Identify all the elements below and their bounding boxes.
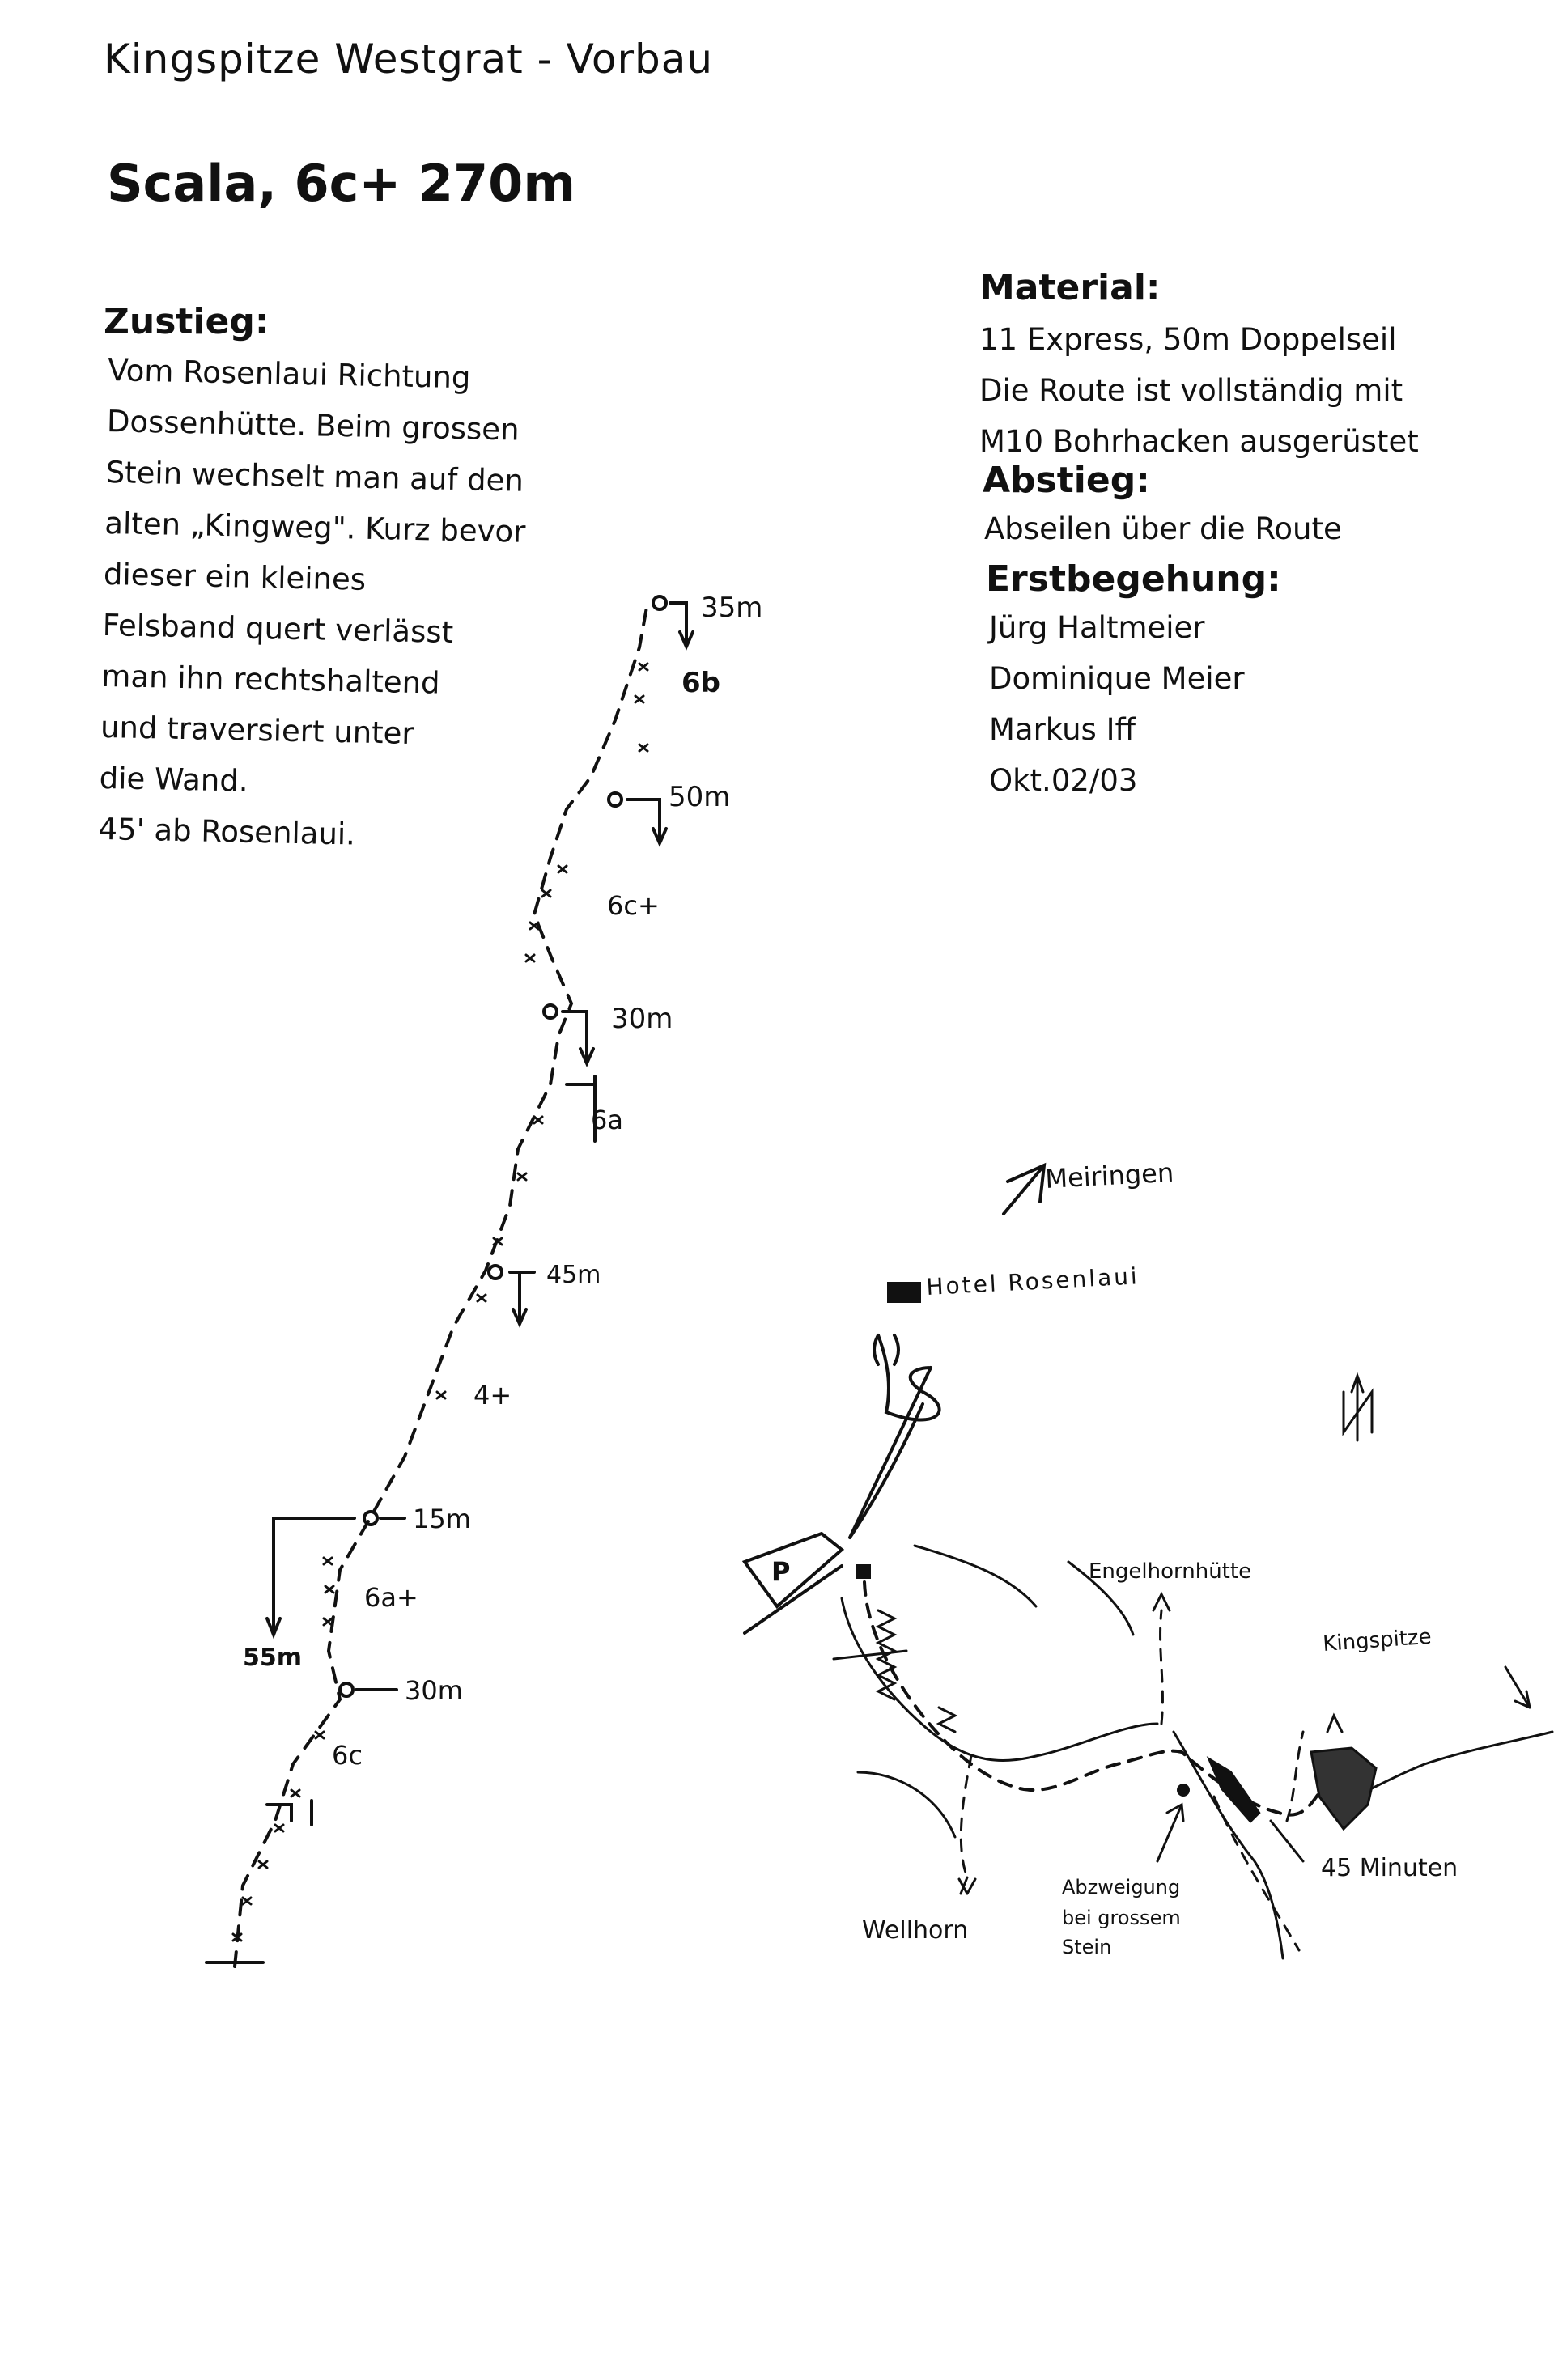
road-to-meiringen	[1004, 1165, 1044, 1214]
rappel-arrow	[670, 603, 693, 647]
zustieg-line: dieser ein kleines	[103, 556, 367, 597]
zustieg-line: und traversiert unter	[100, 709, 415, 752]
material-line: Die Route ist vollständig mit	[979, 373, 1403, 408]
rappel-length: 45m	[546, 1261, 601, 1289]
pitch-grade: 6b	[681, 667, 720, 699]
parking-marker	[858, 1566, 869, 1577]
erstbegehung-line: Okt.02/03	[989, 763, 1138, 798]
zustieg-line: Dossenhütte. Beim grossen	[106, 403, 520, 448]
label-abzweigung: Stein	[1062, 1936, 1112, 1958]
label-abzweigung: Abzweigung	[1062, 1876, 1181, 1898]
route-topo	[206, 596, 693, 1966]
zustieg-heading: Zustieg:	[104, 301, 270, 342]
material-line: 11 Express, 50m Doppelseil	[979, 322, 1397, 357]
erstbegehung-line: Dominique Meier	[989, 661, 1245, 696]
erstbegehung-line: Markus Iff	[989, 712, 1136, 747]
rappel-arrow	[627, 800, 666, 843]
abstieg-line: Abseilen über die Route	[984, 511, 1342, 546]
rappel-length: 15m	[413, 1504, 471, 1534]
trail	[864, 1582, 1327, 1815]
overhang-mark	[267, 1801, 312, 1825]
hotel-icon	[889, 1283, 919, 1301]
pitch-grade: 6c+	[607, 890, 660, 921]
rappel-arrow	[267, 1518, 355, 1635]
belay-station	[609, 793, 622, 806]
rappel-length: 35m	[701, 592, 763, 624]
pitch-grade: 6a+	[364, 1582, 418, 1613]
pitch-grade: 6a	[591, 1105, 623, 1135]
zustieg-line: die Wand.	[99, 760, 249, 799]
pitch-grade: 6c	[332, 1740, 363, 1771]
page-subtitle: Kingspitze Westgrat - Vorbau	[104, 36, 714, 83]
belay-station	[653, 596, 666, 609]
zustieg-line: Felsband quert verlässt	[102, 607, 454, 650]
junction-dot	[1178, 1785, 1188, 1795]
belay-station	[364, 1512, 377, 1525]
label-meiringen: Meiringen	[1044, 1156, 1174, 1194]
erstbegehung-heading: Erstbegehung:	[986, 558, 1281, 600]
north-arrow	[1344, 1376, 1372, 1440]
rappel-length: 30m	[405, 1675, 463, 1706]
rappel-length-side: 55m	[243, 1644, 303, 1672]
rappel-arrow	[510, 1272, 534, 1324]
material-heading: Material:	[979, 267, 1161, 308]
parking-area	[745, 1534, 842, 1633]
label-abzweigung: bei grossem	[1062, 1907, 1181, 1929]
label-hotel: Hotel Rosenlaui	[925, 1262, 1140, 1300]
belay-station	[489, 1266, 502, 1279]
parking-label: P	[771, 1556, 791, 1587]
kingspitze-summit	[1311, 1748, 1376, 1829]
bolt-marks	[233, 664, 648, 1941]
zustieg-line: man ihn rechtshaltend	[100, 658, 441, 701]
rappel-arrow	[563, 1012, 593, 1063]
page-title: Scala, 6c+ 270m	[107, 154, 575, 213]
zustieg-line: Stein wechselt man auf den	[105, 454, 524, 498]
zustieg-line: 45' ab Rosenlaui.	[98, 811, 356, 852]
label-zeit: 45 Minuten	[1321, 1854, 1458, 1882]
abstieg-heading: Abstieg:	[983, 460, 1150, 501]
belay-station	[544, 1005, 557, 1018]
label-engelhornhuette: Engelhornhütte	[1089, 1559, 1252, 1584]
rappel-length: 30m	[611, 1003, 673, 1035]
trail-zigzag	[878, 1610, 955, 1732]
big-stone	[1210, 1760, 1259, 1821]
material-line: M10 Bohrhacken ausgerüstet	[979, 424, 1419, 459]
label-wellhorn: Wellhorn	[862, 1916, 969, 1945]
trail-branch	[961, 1610, 1303, 1950]
zustieg-line: Vom Rosenlaui Richtung	[107, 352, 471, 396]
rappel-length: 50m	[669, 781, 731, 813]
belay-station	[340, 1683, 353, 1696]
erstbegehung-line: Jürg Haltmeier	[989, 610, 1205, 645]
pitch-grade: 4+	[473, 1380, 512, 1411]
zustieg-line: alten „Kingweg". Kurz bevor	[104, 505, 526, 549]
label-kingspitze: Kingspitze	[1322, 1624, 1433, 1657]
terrain-line	[834, 1546, 1552, 1837]
